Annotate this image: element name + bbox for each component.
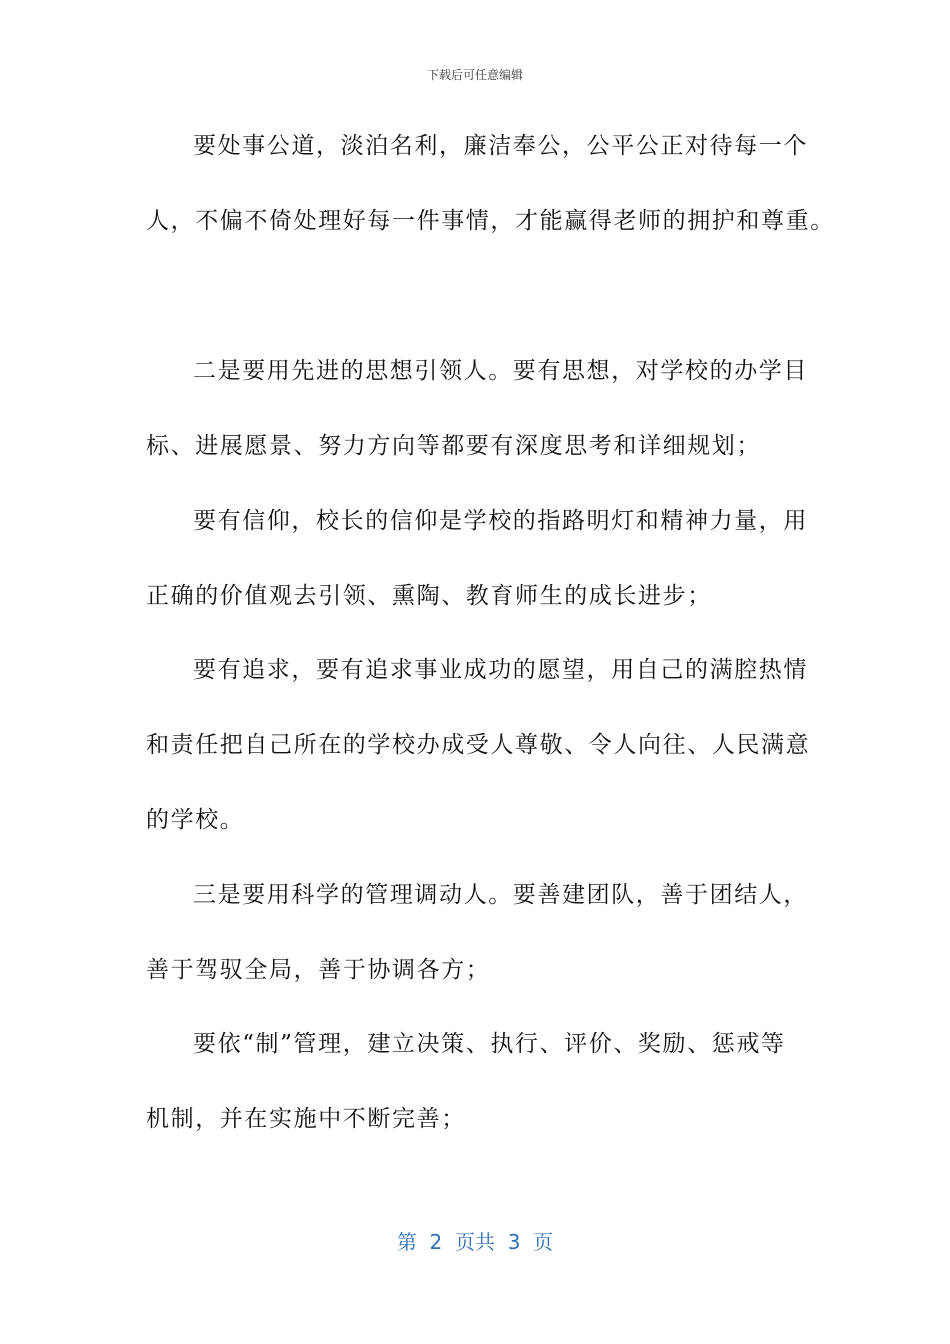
page-number-footer: 第 2 页共 3 页 <box>396 1230 554 1254</box>
header-note: 下载后可任意编辑 <box>426 68 523 82</box>
paragraph-line: 善于驾驭全局，善于协调各方； <box>146 957 491 983</box>
paragraph-line: 二是要用先进的思想引领人。要有思想，对学校的办学目 <box>193 358 808 384</box>
paragraph-line: 正确的价值观去引领、熏陶、教育师生的成长进步； <box>146 583 712 609</box>
paragraph-line: 机制，并在实施中不断完善； <box>146 1106 466 1132</box>
paragraph-line: 标、进展愿景、努力方向等都要有深度思考和详细规划； <box>146 433 761 459</box>
paragraph-line: 要处事公道，淡泊名利，廉洁奉公，公平公正对待每一个 <box>193 133 808 159</box>
paragraph-line: 要有追求，要有追求事业成功的愿望，用自己的满腔热情 <box>193 657 808 683</box>
paragraph-line: 要有信仰，校长的信仰是学校的指路明灯和精神力量，用 <box>193 508 808 534</box>
paragraph-line: 和责任把自己所在的学校办成受人尊敬、令人向往、人民满意 <box>146 732 811 758</box>
paragraph-line: 人，不偏不倚处理好每一件事情，才能赢得老师的拥护和尊重。 <box>146 208 835 234</box>
paragraph-line: 的学校。 <box>146 807 245 833</box>
paragraph-line: 要依“制”管理，建立决策、执行、评价、奖励、惩戒等 <box>193 1031 786 1057</box>
paragraph-line: 三是要用科学的管理调动人。要善建团队，善于团结人， <box>193 882 808 908</box>
